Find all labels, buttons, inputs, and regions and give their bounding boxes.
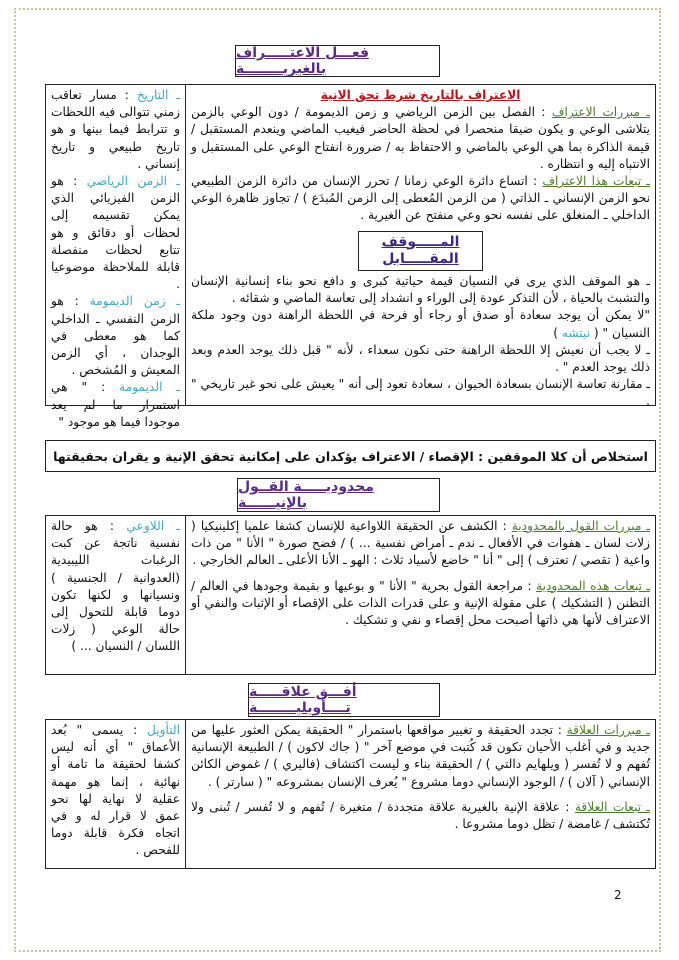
justifications-paragraph <box>191 722 650 791</box>
definition <box>51 173 180 293</box>
consequences-paragraph <box>191 578 650 630</box>
definition <box>51 518 180 656</box>
term: ـ زمن الديمومة <box>89 294 180 309</box>
nietzsche-quote <box>191 307 650 341</box>
term: ـ التاريخ <box>136 88 180 102</box>
section-limits-table <box>45 515 656 675</box>
text: ) <box>553 325 562 340</box>
text: : اتساع دائرة الوعي زمانا / تحرر الإنسان من دائرة الزمن الطبيعي نحو الزمن الإنساني ـ الذاتي ( من الزمن المُعطى إلى الزمن المُبدَع ) / تجاوز ظاهرة الوعي الداخلي ـ المنغلق على نفسه نحو وعي منفتح عن الغيرية . <box>191 174 650 223</box>
title-recognition-of-otherness <box>235 45 440 77</box>
definitions-column <box>46 720 186 868</box>
title-text: أفـــق علاقـــــة تــــأويليــــــــة <box>249 684 357 716</box>
text: : الفصل بين الزمن الرياضي و زمن الديمومة / دون الوعي بالزمن يتلاشى الوعي و يكون ضيقا منحصرا في لحظة الحاضر فيغيب الماضي وينعدم المستقبل / قيمة الذاكرة بما هي الوعي بالماضي و الاحتفاظ به / ضرورة انفتاح الوعي على المستقبل و الانتباه إليه و انتظاره . <box>191 105 650 171</box>
title-interpretive-relation <box>248 683 440 717</box>
main-column <box>186 85 655 409</box>
text: : هو حالة نفسية ناتجة عن كبت الرغبات الليبيدية (العدوانية / الجنسية ) ونسيانها و لكنها تكون دوما قابلة للتحول إلى حالة الوعي ( زلات اللسان / النسيان ... ) <box>51 519 180 654</box>
text: : مراجعة القول بحرية " الأنا " و بوعيها و بقيمة وجودها في العالم / التظنن ( التشكيك ) على مقولة الإنية و على قدرات الذات على الإقصاء أو الإثبات والنفي أو الاعتراف لأنها هي ذاتها أصبحت محل إقصاء و نفي و تشكيك . <box>191 578 650 628</box>
text: "لا يمكن أن يوجد سعادة أو صدق أو رجاء أو فرحة في اللحظة الراهنة دون وجود ملكة النسيان " ( <box>191 308 650 340</box>
definitions-column <box>46 516 186 674</box>
text: : يسمى " بُعد الأعماق " أي أنه ليس كشفا لحقيقة ما تامة أو نهائية ، إنما هو مهمة عقلية لا نهاية لها نحو عمق لا قرار له و في اتجاه فكرة قابلة دوما للفحص . <box>51 723 180 858</box>
label: ـ تبعات هذا الاعتراف <box>542 174 650 189</box>
text: : مسار تعاقب زمني تتوالى فيه اللحظات و تترابط فيما بينها و هو تاريخ طبيعي و تاريخ إنساني . <box>51 88 180 171</box>
page-number: 2 <box>614 888 622 902</box>
section-interpretive-table <box>45 719 656 869</box>
label: ـ مبررات العلاقة <box>566 723 651 737</box>
label: ـ مبررات القول بالمحدودية <box>511 519 650 533</box>
text: : علاقة الإنية بالغيرية علاقة متجددة / متغيرة / تُفهم و لا تُفسر / تُبنى ولا تُكتشف / غامضة / تظل دوما مشروعا . <box>191 799 650 832</box>
definition <box>51 379 180 431</box>
justifications-paragraph <box>191 518 650 570</box>
term: ـ اللاوعي <box>126 519 180 533</box>
text: : هو الزمن الفيزيائي الذي يمكن تقسيمه إلى لحظات أو دقائق و هو تتابع لحظات منفصلة قابلة للملاحظة موضوعيا . <box>51 174 180 292</box>
opposite-paragraph: ـ لا يجب أن نعيش إلا اللحظة الراهنة حتى نكون سعداء ، لأنه " قبل ذلك يوجد العدم وبعد ذلك يوجد العدم " . <box>191 342 650 375</box>
justifications-paragraph <box>191 104 650 173</box>
label: ـ تبعات العلاقة <box>574 799 650 814</box>
text: : الكشف عن الحقيقة اللاواعية للإنسان كشفا علميا إكلينيكيا ( زلات لسان ـ هفوات في الأفعال ـ ندم ـ أمراض نفسية ... ) / فضح صورة " الأنا " من ذات واعية ( تقصي / تعترف ) إلى " أنا " خاضع لأسياد ثلاث : الهو ـ الأنا الأعلى ـ العالم الخارجي . <box>191 519 650 568</box>
term: ـ الزمن الرياضي <box>86 174 180 189</box>
opposite-paragraph: ـ مقارنة تعاسة الإنسان بسعادة الحيوان ، سعادة تعود إلى أنه " يعيش على نحو غير تاريخي " . <box>191 377 650 409</box>
definition <box>51 293 180 379</box>
consequences-paragraph <box>191 799 650 833</box>
text: : " هي استمرار ما لم يعد موجودا فيما هو موجود " <box>51 380 180 429</box>
term: التأويل <box>147 723 180 737</box>
section-recognition-table <box>45 84 656 429</box>
conclusion-text: استخلاص أن كلا الموقفين : الإقصاء / الاعتراف يؤكدان على إمكانية تحقق الإنية و يقران بحقيقتها <box>53 448 648 464</box>
author: نيتشه <box>561 325 591 340</box>
title-text: فعـــل الاعتـــــراف بالغيريــــــــة <box>236 45 369 77</box>
label: ـ مبررات الاعتراف <box>551 105 650 120</box>
text: : هو الزمن النفسي ـ الداخلي كما هو معطى في الوجدان ، أي الزمن المعيش و المُشخص . <box>51 294 180 378</box>
title-limits-of-selfhood <box>237 478 440 512</box>
main-column <box>186 720 655 868</box>
section-heading: الاعتراف بالتاريخ شرط تحق الانية <box>320 88 521 102</box>
consequences-paragraph <box>191 173 650 225</box>
label: ـ تبعات هذه المحدودية <box>536 578 650 593</box>
title-text: محدوديـــــة القــول بالإنيــــــة <box>238 479 374 511</box>
opposite-position-title: المـــــوقف المقـــــابل <box>358 231 483 271</box>
definitions-column <box>46 85 186 429</box>
text: : تجدد الحقيقة و تغيير مواقعها باستمرار " الحقيقة يمكن العثور عليها من جديد و في أغلب الأحيان تكون قد كُتبت في موضع آخر " ( جاك لاكون ) / الطبيعة الإنسانية تُفهم و لا تُفسر ( ويلهايم دالتي ) / الحقيقة بناء و ليست اكتشاف (فاليري ) / غموض الكائن الإنساني ( آلان ) / الوجود الإنساني دوما مشروع " يُعرف الإنسان بمشروعه " ( سارتر ) . <box>191 723 650 789</box>
term: ـ الديمومة <box>119 380 180 395</box>
conclusion-box <box>45 440 656 472</box>
definition <box>51 722 180 860</box>
opposite-paragraph: ـ هو الموقف الذي يرى في النسيان قيمة حياتية كبرى و دافع نحو بناء إنسانية الإنسان والتشبث بالحياة ، لأن التذكر عودة إلى الوراء و انشداد إلى تعاسة الماضي و شقائه . <box>191 274 650 306</box>
definition <box>51 87 180 173</box>
main-column <box>186 516 655 674</box>
